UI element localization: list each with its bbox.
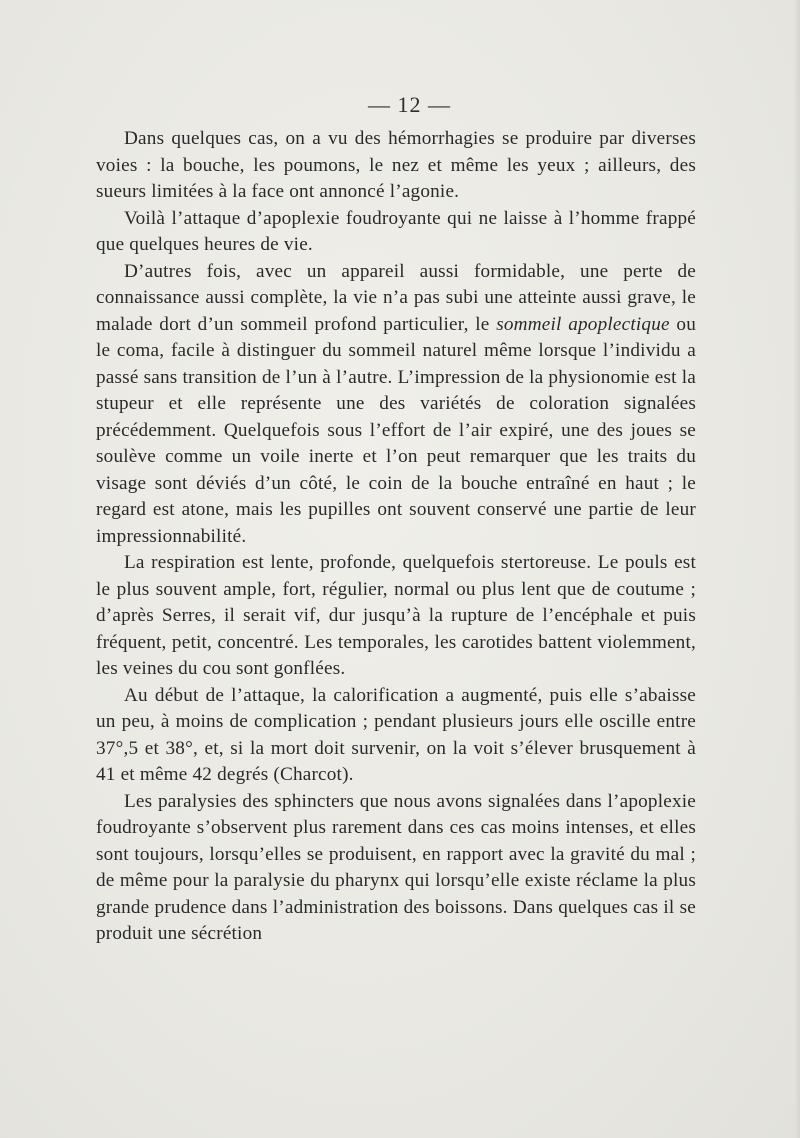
page-number: — 12 —: [368, 92, 451, 117]
body-text: [96, 126, 696, 948]
paragraph-text: ou le coma, facile à distinguer du sommeil naturel même lorsque l’individu a passé sans transition de l’un à l’autre. L’impression de la physionomie est la stupeur et elle représente une des variétés de coloration signalées précédemment. Quelquefois sous l’effort de l’air expiré, une des joues se soulève comme un voile inerte et l’on peut remarquer que les traits du visage sont déviés d’un côté, le coin de la bouche entraîné en haut ; le regard est atone, mais les pupilles ont souvent conservé une partie de leur impressionnabilité.: [96, 313, 697, 547]
page-edge: [794, 0, 800, 1138]
paragraph-text: D’autres fois, avec un appareil aussi formidable, une perte de connaissance aussi complète, la vie n’a pas subi une atteinte aussi grave, le malade dort d’un sommeil profond particulier, le: [96, 260, 696, 335]
paragraph: Voilà l’attaque d’apoplexie foudroyante qui ne laisse à l’homme frappé que quelques heures de vie.: [96, 207, 696, 255]
paragraph: Les paralysies des sphincters que nous avons signalées dans l’apoplexie foudroyante s’observent plus rarement dans ces cas moins intenses, et elles sont toujours, lorsqu’elles se produisent, en rapport avec la gravité du mal ; de même pour la paralysie du pharynx qui lorsqu’elle existe réclame la plus grande prudence dans l’administration des boissons. Dans quelques cas il se produit une sécrétion: [96, 790, 696, 944]
paragraph: Au début de l’attaque, la calorification a augmenté, puis elle s’abaisse un peu, à moins de complication ; pendant plusieurs jours elle oscille entre 37°,5 et 38°, et, si la mort doit survenir, on la voit s’élever brusquement à 41 et même 42 degrés (Charcot).: [96, 684, 696, 785]
paragraph: Dans quelques cas, on a vu des hémorrhagies se produire par diverses voies : la bouche, les poumons, le nez et même les yeux ; ailleurs, des sueurs limitées à la face ont annoncé l’agonie.: [96, 128, 696, 202]
paragraph: [96, 259, 696, 551]
emphasized-term: sommeil apoplectique: [496, 313, 670, 335]
paragraph: La respiration est lente, profonde, quelquefois stertoreuse. Le pouls est le plus souvent ample, fort, régulier, normal ou plus lent que de coutume ; d’après Serres, il serait vif, dur jusqu’à la rupture de l’encéphale et puis fréquent, petit, concentré. Les temporales, les carotides battent violemment, les veines du cou sont gonflées.: [96, 552, 696, 679]
